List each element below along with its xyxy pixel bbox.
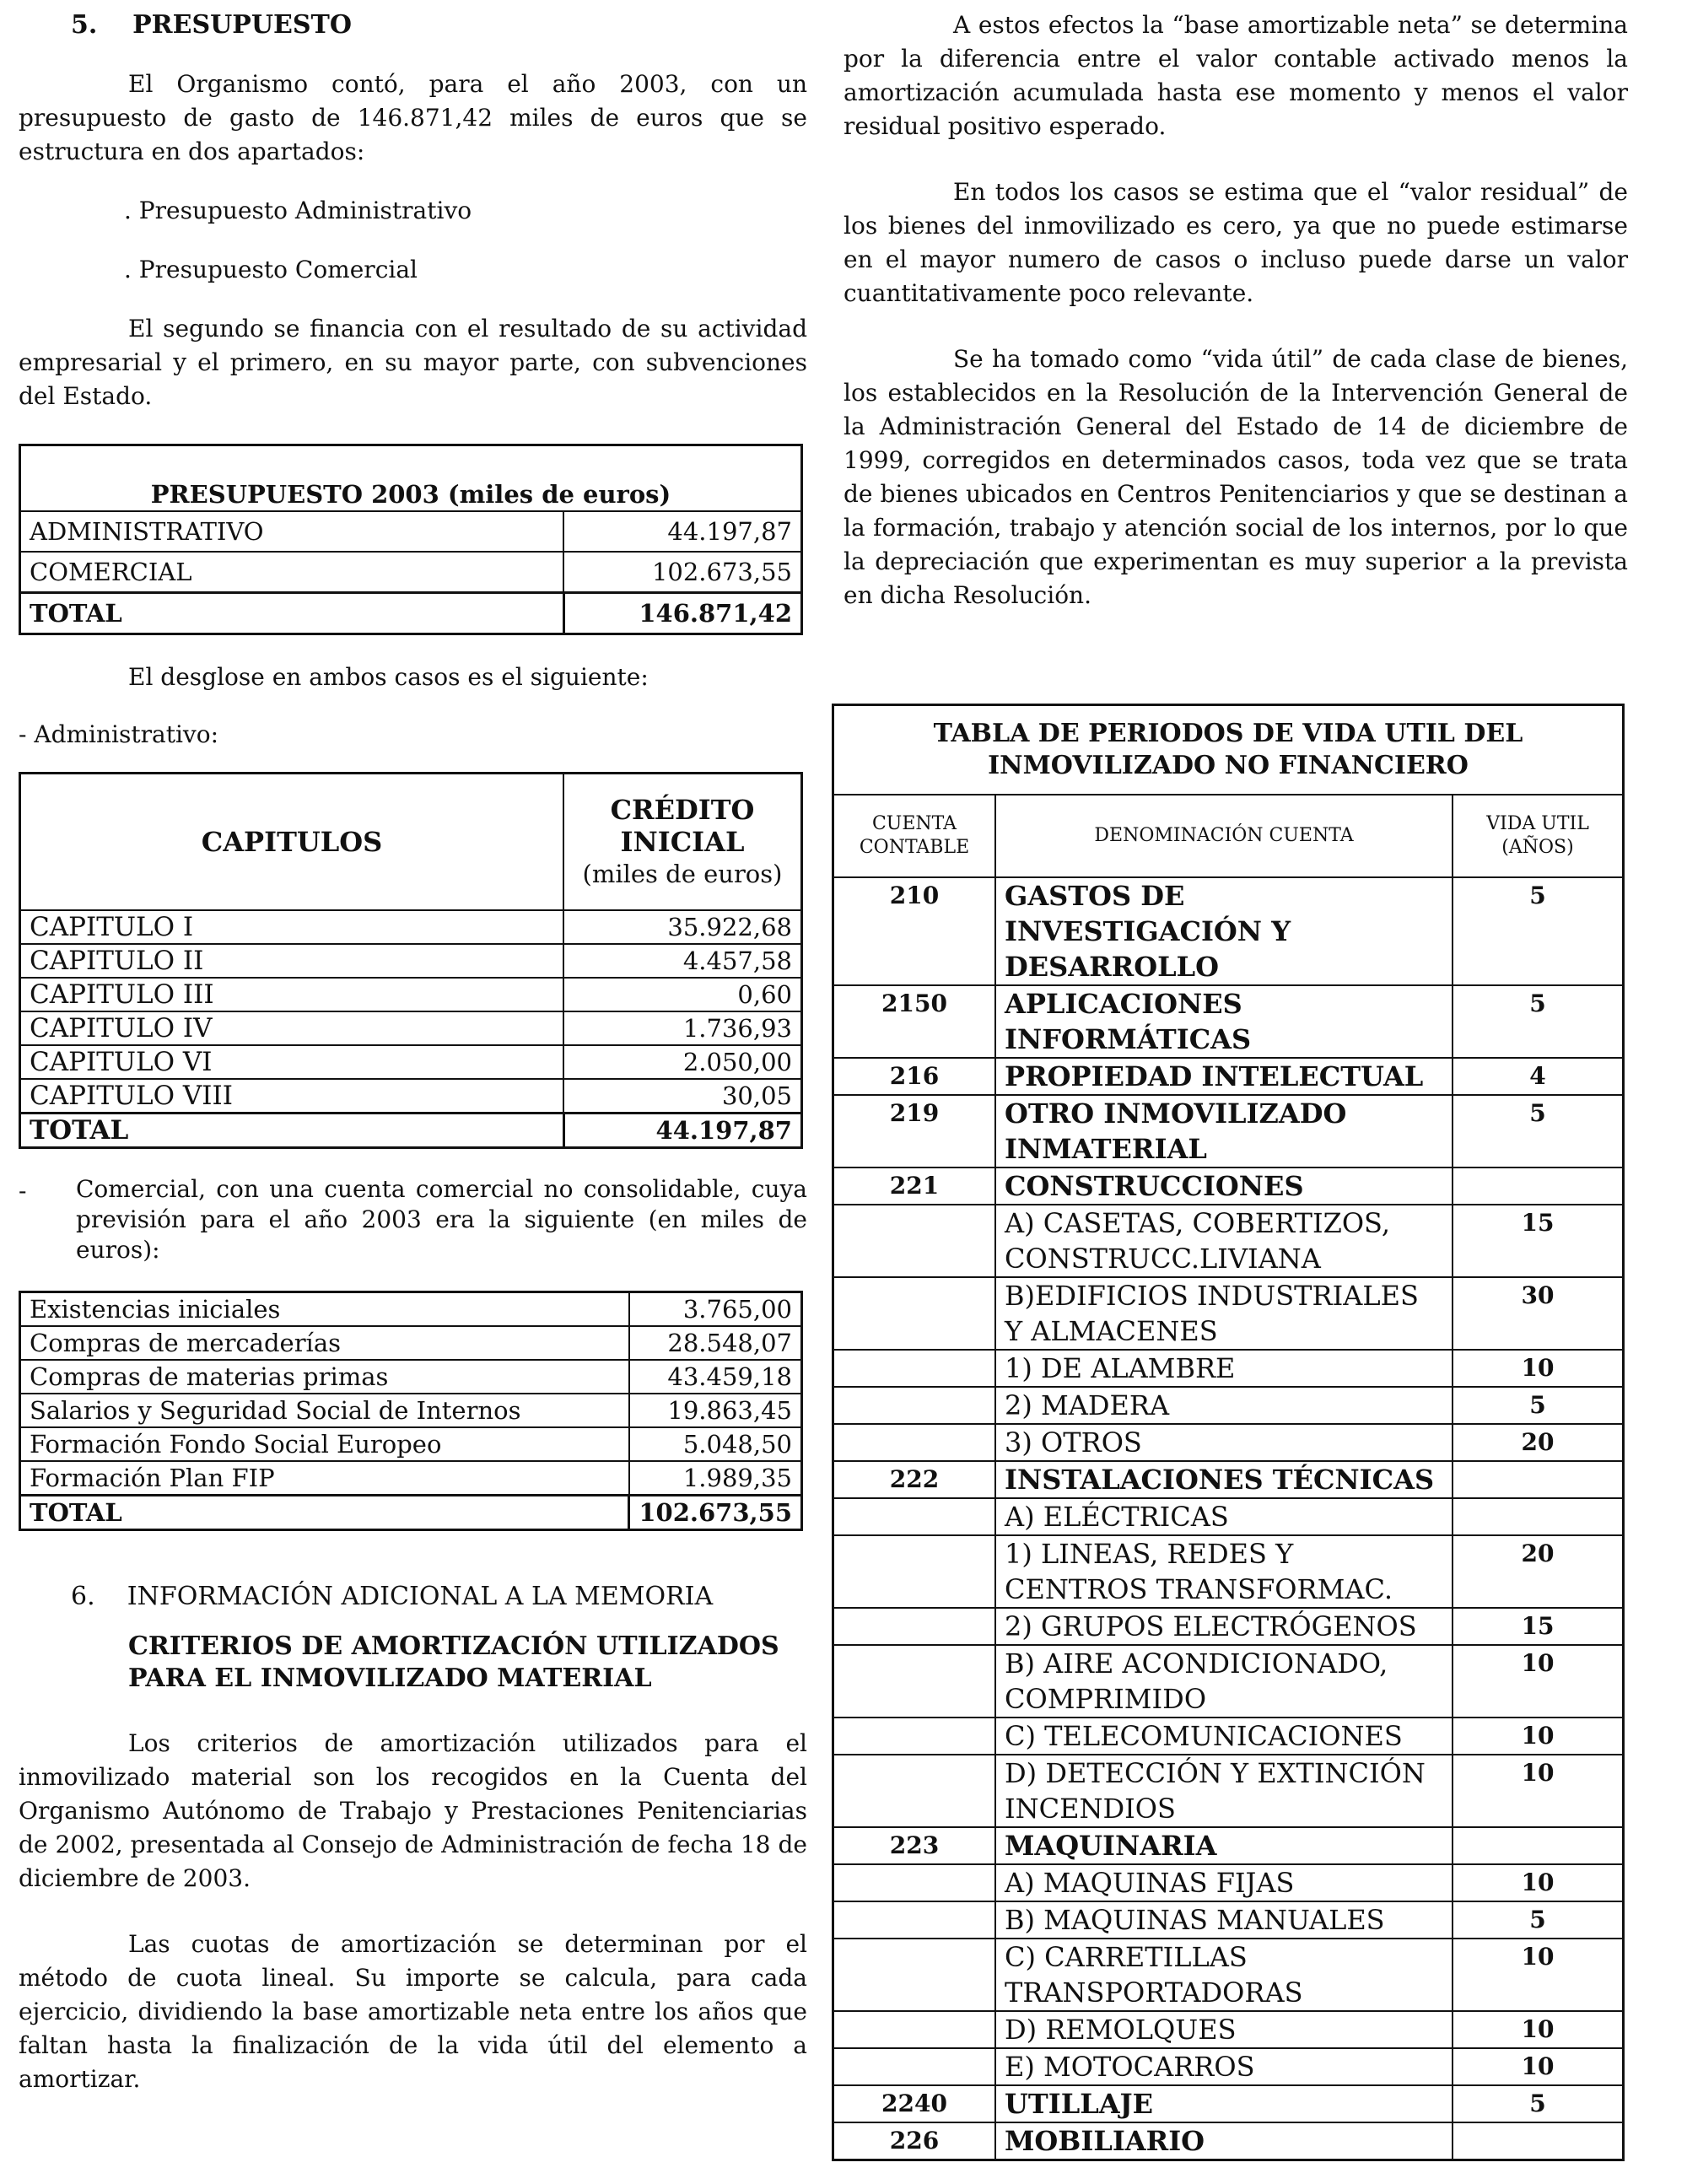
comercial-row-value: 3.765,00 (629, 1292, 802, 1327)
cuenta-cell (833, 1424, 996, 1461)
table-row (833, 2011, 1624, 2048)
comercial-table (19, 1291, 803, 1531)
capitulo-value: 4.457,58 (563, 944, 802, 978)
subheading-line1: CRITERIOS DE AMORTIZACIÓN UTILIZADOS (128, 1631, 779, 1661)
table-row (20, 910, 802, 944)
cuenta-cell: 2240 (833, 2085, 996, 2122)
denominacion-cell: 1) DE ALAMBRE (995, 1350, 1453, 1387)
table-row (20, 978, 802, 1011)
vida-header (1453, 795, 1624, 877)
table-row (20, 1427, 802, 1461)
vida-cell: 5 (1453, 1387, 1624, 1424)
right-paragraph-3: Se ha tomado como “vida útil” de cada clase de bienes, los establecidos en la Resolución de la Intervención General de la Administración General del Estado de 14 de diciembre de 1999, corregidos en determinados casos, toda vez que se trata de bienes ubicados en Centros Penitenciarios y que se destinan a la formación, trabajo y atención social de los internos, por lo que la depreciación que experimentan es muy superior a la prevista en dicha Resolución. (844, 345, 1628, 609)
vida-cell (1453, 1167, 1624, 1205)
capitulo-label: CAPITULO IV (20, 1011, 564, 1045)
s6-paragraph-2: Las cuotas de amortización se determinan por el método de cuota lineal. Su importe se calcula, para cada ejercicio, dividiendo la base amortizable neta entre los años que faltan hasta la finalización de la vida útil del elemento a amortizar. (19, 1930, 807, 2093)
table-row (833, 1387, 1624, 1424)
cuenta-cell (833, 1864, 996, 1901)
presupuesto-table (19, 444, 803, 635)
table-row (833, 1461, 1624, 1498)
denominacion-cell: CONSTRUCCIONES (995, 1167, 1453, 1205)
subheading-line2: PARA EL INMOVILIZADO MATERIAL (128, 1664, 652, 1693)
vida-cell: 5 (1453, 2085, 1624, 2122)
cuenta-cell: 222 (833, 1461, 996, 1498)
vida-util-title-line1: TABLA DE PERIODOS DE VIDA UTIL DEL (933, 719, 1523, 748)
denominacion-cell: A) ELÉCTRICAS (995, 1498, 1453, 1535)
cuenta-cell (833, 2048, 996, 2085)
denominacion-cell: B) MAQUINAS MANUALES (995, 1901, 1453, 1939)
cuenta-cell (833, 1939, 996, 2011)
denominacion-cell: 2) GRUPOS ELECTRÓGENOS (995, 1608, 1453, 1645)
vida-cell: 5 (1453, 1095, 1624, 1167)
capitulos-header: CAPITULOS (20, 774, 564, 911)
table-row (833, 2048, 1624, 2085)
table-row-total (20, 1114, 802, 1148)
denominacion-header: DENOMINACIÓN CUENTA (995, 795, 1453, 877)
administrativo-label: - Administrativo: (19, 720, 219, 748)
table-row (833, 1827, 1624, 1864)
comercial-dash: - (19, 1177, 27, 1205)
table-row-total (20, 593, 802, 634)
table-row (833, 1498, 1624, 1535)
cuenta-header-line2: CONTABLE (859, 837, 970, 858)
cuenta-cell: 221 (833, 1167, 996, 1205)
table-row (833, 985, 1624, 1058)
denominacion-cell: 2) MADERA (995, 1387, 1453, 1424)
s5-item-comercial: . Presupuesto Comercial (124, 256, 418, 283)
s6-paragraph-1: Los criterios de amortización utilizados para el inmovilizado material son los recogidos en la Cuenta del Organismo Autónomo de Trabajo y Prestaciones Penitenciarias de 2002, presentada al Consejo de Administración de fecha 18 de diciembre de 2003. (19, 1729, 807, 1892)
cuenta-cell (833, 1205, 996, 1277)
cuenta-cell (833, 1901, 996, 1939)
right-column (844, 8, 1628, 2161)
denominacion-cell: B) AIRE ACONDICIONADO, COMPRIMIDO (995, 1645, 1453, 1718)
table-row (20, 511, 802, 552)
presupuesto-total-label: TOTAL (20, 593, 564, 634)
comercial-row-value: 1.989,35 (629, 1461, 802, 1496)
presupuesto-total-value: 146.871,42 (563, 593, 802, 634)
table-row (20, 1394, 802, 1427)
capitulo-value: 1.736,93 (563, 1011, 802, 1045)
cuenta-cell (833, 1645, 996, 1718)
cuenta-cell (833, 2011, 996, 2048)
table-row (20, 1011, 802, 1045)
denominacion-cell: INSTALACIONES TÉCNICAS (995, 1461, 1453, 1498)
vida-cell: 10 (1453, 1939, 1624, 2011)
vida-cell: 10 (1453, 1864, 1624, 1901)
presupuesto-row-value: 102.673,55 (563, 552, 802, 593)
vida-cell: 20 (1453, 1424, 1624, 1461)
vida-header-line2: (AÑOS) (1501, 837, 1574, 858)
vida-util-title (833, 705, 1624, 795)
cuenta-header (833, 795, 996, 877)
vida-cell: 20 (1453, 1535, 1624, 1608)
denominacion-cell: D) REMOLQUES (995, 2011, 1453, 2048)
capitulo-value: 0,60 (563, 978, 802, 1011)
vida-cell: 10 (1453, 1350, 1624, 1387)
denominacion-cell: B)EDIFICIOS INDUSTRIALES Y ALMACENES (995, 1277, 1453, 1350)
vida-cell: 5 (1453, 877, 1624, 985)
denominacion-cell: D) DETECCIÓN Y EXTINCIÓN INCENDIOS (995, 1755, 1453, 1827)
denominacion-cell: OTRO INMOVILIZADO INMATERIAL (995, 1095, 1453, 1167)
presupuesto-row-value: 44.197,87 (563, 511, 802, 552)
credito-header-line1: CRÉDITO (610, 794, 755, 826)
cuenta-cell: 223 (833, 1827, 996, 1864)
s5-paragraph-1: El Organismo contó, para el año 2003, con un presupuesto de gasto de 146.871,42 miles de euros que se estructura en dos apartados: (19, 70, 807, 165)
table-row (833, 1277, 1624, 1350)
desglose-text: El desglose en ambos casos es el siguiente: (128, 663, 649, 691)
table-row (833, 2122, 1624, 2160)
vida-cell: 15 (1453, 1608, 1624, 1645)
denominacion-cell: MAQUINARIA (995, 1827, 1453, 1864)
section-5-title: PRESUPUESTO (132, 10, 353, 40)
vida-cell (1453, 1498, 1624, 1535)
vida-util-body (833, 877, 1624, 2160)
cuenta-cell: 216 (833, 1058, 996, 1095)
credito-header-units: (miles de euros) (582, 860, 783, 888)
table-row (833, 1645, 1624, 1718)
table-row (833, 1535, 1624, 1608)
table-row (833, 1864, 1624, 1901)
section-6-title: INFORMACIÓN ADICIONAL A LA MEMORIA (127, 1582, 714, 1611)
denominacion-cell: A) MAQUINAS FIJAS (995, 1864, 1453, 1901)
table-row (833, 1939, 1624, 2011)
cuenta-cell (833, 1277, 996, 1350)
denominacion-cell: 3) OTROS (995, 1424, 1453, 1461)
capitulo-label: CAPITULO III (20, 978, 564, 1011)
cuenta-cell (833, 1755, 996, 1827)
capitulo-value: 30,05 (563, 1079, 802, 1114)
table-row (833, 877, 1624, 985)
table-row (833, 1058, 1624, 1095)
cuenta-header-line1: CUENTA (871, 813, 957, 834)
table-row (20, 1079, 802, 1114)
vida-cell (1453, 1827, 1624, 1864)
comercial-row-label: Salarios y Seguridad Social de Internos (20, 1394, 629, 1427)
comercial-row-value: 19.863,45 (629, 1394, 802, 1427)
left-column (19, 8, 807, 2096)
table-row (20, 1461, 802, 1496)
comercial-row-label: Compras de mercaderías (20, 1326, 629, 1360)
section-6-subheading (19, 1631, 807, 1695)
table-row (833, 1350, 1624, 1387)
table-row (833, 1608, 1624, 1645)
denominacion-cell: PROPIEDAD INTELECTUAL (995, 1058, 1453, 1095)
vida-cell: 10 (1453, 1718, 1624, 1755)
cuenta-cell: 219 (833, 1095, 996, 1167)
cuenta-cell (833, 1350, 996, 1387)
vida-cell: 10 (1453, 2048, 1624, 2085)
vida-cell: 5 (1453, 1901, 1624, 1939)
vida-cell: 10 (1453, 1755, 1624, 1827)
credito-header (563, 774, 802, 911)
vida-header-line1: VIDA UTIL (1486, 813, 1589, 834)
cuenta-cell: 2150 (833, 985, 996, 1058)
table-row (20, 1045, 802, 1079)
capitulo-label: CAPITULO I (20, 910, 564, 944)
table-row (833, 1205, 1624, 1277)
capitulo-label: CAPITULO VI (20, 1045, 564, 1079)
vida-cell: 10 (1453, 2011, 1624, 2048)
comercial-text: Comercial, con una cuenta comercial no consolidable, cuya previsión para el año 2003 era la siguiente (en miles de euros): (76, 1175, 807, 1264)
comercial-row-value: 5.048,50 (629, 1427, 802, 1461)
vida-cell (1453, 2122, 1624, 2160)
presupuesto-row-label: COMERCIAL (20, 552, 564, 593)
table-row (833, 2085, 1624, 2122)
vida-cell (1453, 1461, 1624, 1498)
table-row (833, 1755, 1624, 1827)
capitulos-total-value: 44.197,87 (563, 1114, 802, 1148)
cuenta-cell (833, 1387, 996, 1424)
table-row (833, 1095, 1624, 1167)
right-paragraph-1: A estos efectos la “base amortizable neta” se determina por la diferencia entre el valor contable activado menos la amortización acumulada hasta ese momento y menos el valor residual positivo esperado. (844, 11, 1628, 140)
table-row (833, 1901, 1624, 1939)
table-row (833, 1424, 1624, 1461)
table-row (20, 1360, 802, 1394)
section-5-heading (19, 8, 807, 42)
presupuesto-row-label: ADMINISTRATIVO (20, 511, 564, 552)
vida-cell: 10 (1453, 1645, 1624, 1718)
table-row-total (20, 1496, 802, 1530)
table-row (20, 944, 802, 978)
cuenta-cell (833, 1498, 996, 1535)
section-6-number: 6. (71, 1582, 95, 1611)
credito-header-line2: INICIAL (620, 826, 745, 858)
presupuesto-table-title: PRESUPUESTO 2003 (miles de euros) (20, 445, 802, 512)
comercial-row-label: Compras de materias primas (20, 1360, 629, 1394)
denominacion-cell: MOBILIARIO (995, 2122, 1453, 2160)
denominacion-cell: GASTOS DE INVESTIGACIÓN Y DESARROLLO (995, 877, 1453, 985)
denominacion-cell: 1) LINEAS, REDES Y CENTROS TRANSFORMAC. (995, 1535, 1453, 1608)
section-6-heading (19, 1580, 807, 1614)
comercial-row-label: Formación Plan FIP (20, 1461, 629, 1496)
comercial-paragraph (19, 1174, 807, 1265)
comercial-row-label: Formación Fondo Social Europeo (20, 1427, 629, 1461)
vida-util-title-line2: INMOVILIZADO NO FINANCIERO (988, 751, 1469, 780)
vida-cell: 15 (1453, 1205, 1624, 1277)
table-row (833, 1718, 1624, 1755)
table-row (20, 1326, 802, 1360)
denominacion-cell: UTILLAJE (995, 2085, 1453, 2122)
cuenta-cell (833, 1608, 996, 1645)
capitulos-total-label: TOTAL (20, 1114, 564, 1148)
capitulo-label: CAPITULO II (20, 944, 564, 978)
section-5-number: 5. (71, 10, 98, 40)
comercial-row-value: 28.548,07 (629, 1326, 802, 1360)
table-row (20, 552, 802, 593)
vida-cell: 30 (1453, 1277, 1624, 1350)
capitulo-value: 35.922,68 (563, 910, 802, 944)
denominacion-cell: C) TELECOMUNICACIONES (995, 1718, 1453, 1755)
comercial-row-value: 43.459,18 (629, 1360, 802, 1394)
capitulos-table (19, 772, 803, 1149)
denominacion-cell: A) CASETAS, COBERTIZOS, CONSTRUCC.LIVIANA (995, 1205, 1453, 1277)
cuenta-cell (833, 1535, 996, 1608)
cuenta-cell: 226 (833, 2122, 996, 2160)
comercial-total-label: TOTAL (20, 1496, 629, 1530)
cuenta-cell (833, 1718, 996, 1755)
table-row (20, 1292, 802, 1327)
capitulo-label: CAPITULO VIII (20, 1079, 564, 1114)
denominacion-cell: E) MOTOCARROS (995, 2048, 1453, 2085)
comercial-row-label: Existencias iniciales (20, 1292, 629, 1327)
comercial-total-value: 102.673,55 (629, 1496, 802, 1530)
denominacion-cell: APLICACIONES INFORMÁTICAS (995, 985, 1453, 1058)
vida-cell: 4 (1453, 1058, 1624, 1095)
denominacion-cell: C) CARRETILLAS TRANSPORTADORAS (995, 1939, 1453, 2011)
right-paragraph-2: En todos los casos se estima que el “valor residual” de los bienes del inmovilizado es cero, ya que no puede estimarse en el mayor numero de casos o incluso puede darse un valor cuantitativamente poco relevante. (844, 178, 1628, 307)
vida-cell: 5 (1453, 985, 1624, 1058)
cuenta-cell: 210 (833, 877, 996, 985)
s5-item-admin: . Presupuesto Administrativo (124, 197, 472, 224)
capitulo-value: 2.050,00 (563, 1045, 802, 1079)
s5-paragraph-2: El segundo se financia con el resultado de su actividad empresarial y el primero, en su mayor parte, con subvenciones del Estado. (19, 315, 807, 410)
vida-util-table (832, 704, 1625, 2161)
table-row (833, 1167, 1624, 1205)
